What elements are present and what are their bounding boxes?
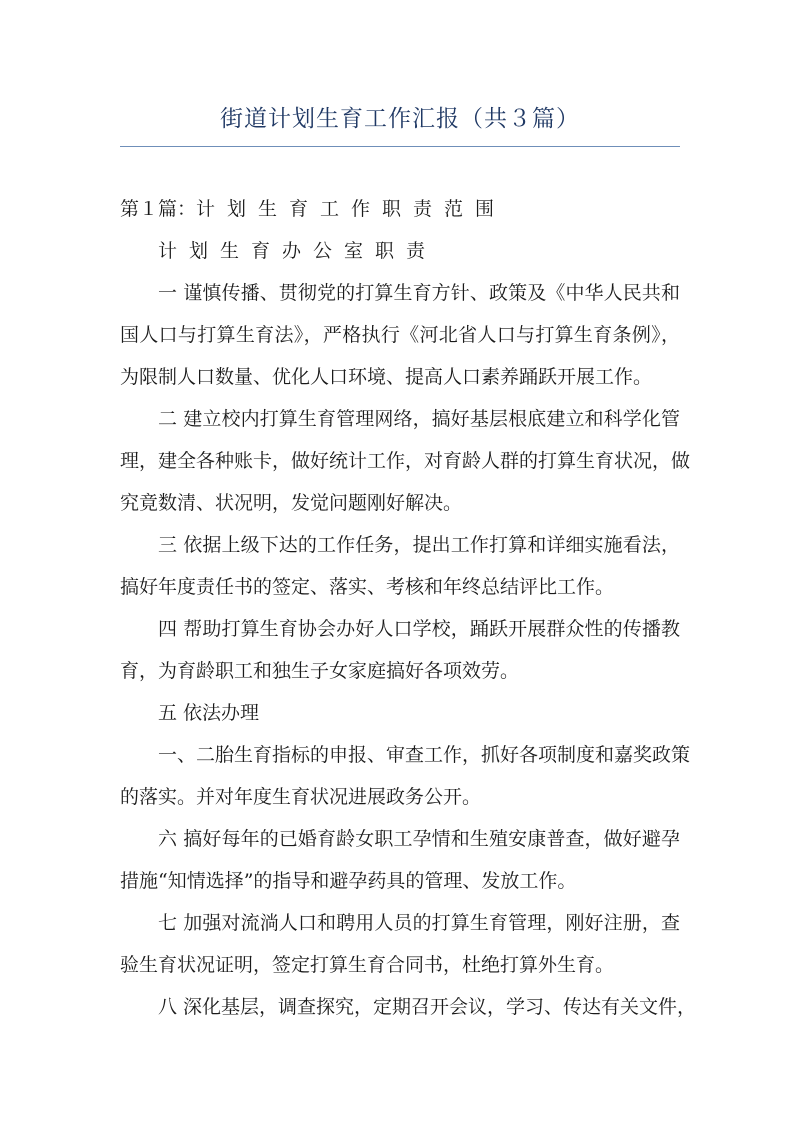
section-heading-prefix: 第１篇： [120, 198, 197, 220]
paragraph [120, 692, 680, 734]
title-underline [120, 146, 680, 147]
paragraph-line: 搞好年度责任书的签定、落实、考核和年终总结评比工作。 [120, 576, 615, 598]
section-heading [120, 188, 680, 230]
paragraph [120, 986, 697, 1028]
paragraph-line: 一 谨慎传播、贯彻党的打算生育方针、政策及《中华人民共和 [158, 282, 680, 304]
section-subheading: 计划生育办公室职责 [158, 240, 438, 262]
paragraph [120, 524, 680, 608]
paragraph-line: 二 建立校内打算生育管理网络，搞好基层根底建立和科学化管 [158, 408, 680, 430]
paragraph-line: 究竟数清、状况明，发觉问题刚好解决。 [120, 492, 463, 514]
document-title: 街道计划生育工作汇报（共３篇） [220, 106, 580, 132]
paragraph-line: 育，为育龄职工和独生子女家庭搞好各项效劳。 [120, 660, 520, 682]
section-heading-text: 计划生育工作职责范围 [196, 198, 507, 220]
paragraph [120, 734, 691, 818]
paragraph-line: 理，建全各种账卡，做好统计工作，对育龄人群的打算生育状况，做 [120, 450, 691, 472]
paragraph [120, 818, 680, 902]
paragraph-line: 验生育状况证明，签定打算生育合同书，杜绝打算外生育。 [120, 954, 615, 976]
paragraph-line: 七 加强对流淌人口和聘用人员的打算生育管理，刚好注册，查 [158, 912, 680, 934]
paragraph [120, 398, 691, 524]
paragraph-line: 四 帮助打算生育协会办好人口学校，踊跃开展群众性的传播教 [158, 618, 680, 640]
paragraph [120, 272, 680, 398]
paragraph-line: 五 依法办理 [158, 702, 260, 724]
paragraph-line: 国人口与打算生育法》，严格执行《河北省人口与打算生育条例》， [120, 324, 680, 346]
paragraph-line: 一、二胎生育指标的申报、审查工作，抓好各项制度和嘉奖政策 [158, 744, 691, 766]
paragraph-line: 为限制人口数量、优化人口环境、提高人口素养踊跃开展工作。 [120, 366, 653, 388]
paragraph-line: 三 依据上级下达的工作任务，提出工作打算和详细实施看法， [158, 534, 680, 556]
paragraph [120, 608, 680, 692]
paragraph-line: 措施“知情选择”的指导和避孕药具的管理、发放工作。 [120, 870, 577, 892]
paragraph-line: 八 深化基层，调查探究，定期召开会议，学习、传达有关文件， [158, 996, 697, 1018]
document-body [120, 188, 697, 1028]
paragraph-line: 六 搞好每年的已婚育龄女职工孕情和生殖安康普查，做好避孕 [158, 828, 680, 850]
paragraph-line: 的落实。并对年度生育状况进展政务公开。 [120, 786, 482, 808]
paragraph [120, 902, 680, 986]
